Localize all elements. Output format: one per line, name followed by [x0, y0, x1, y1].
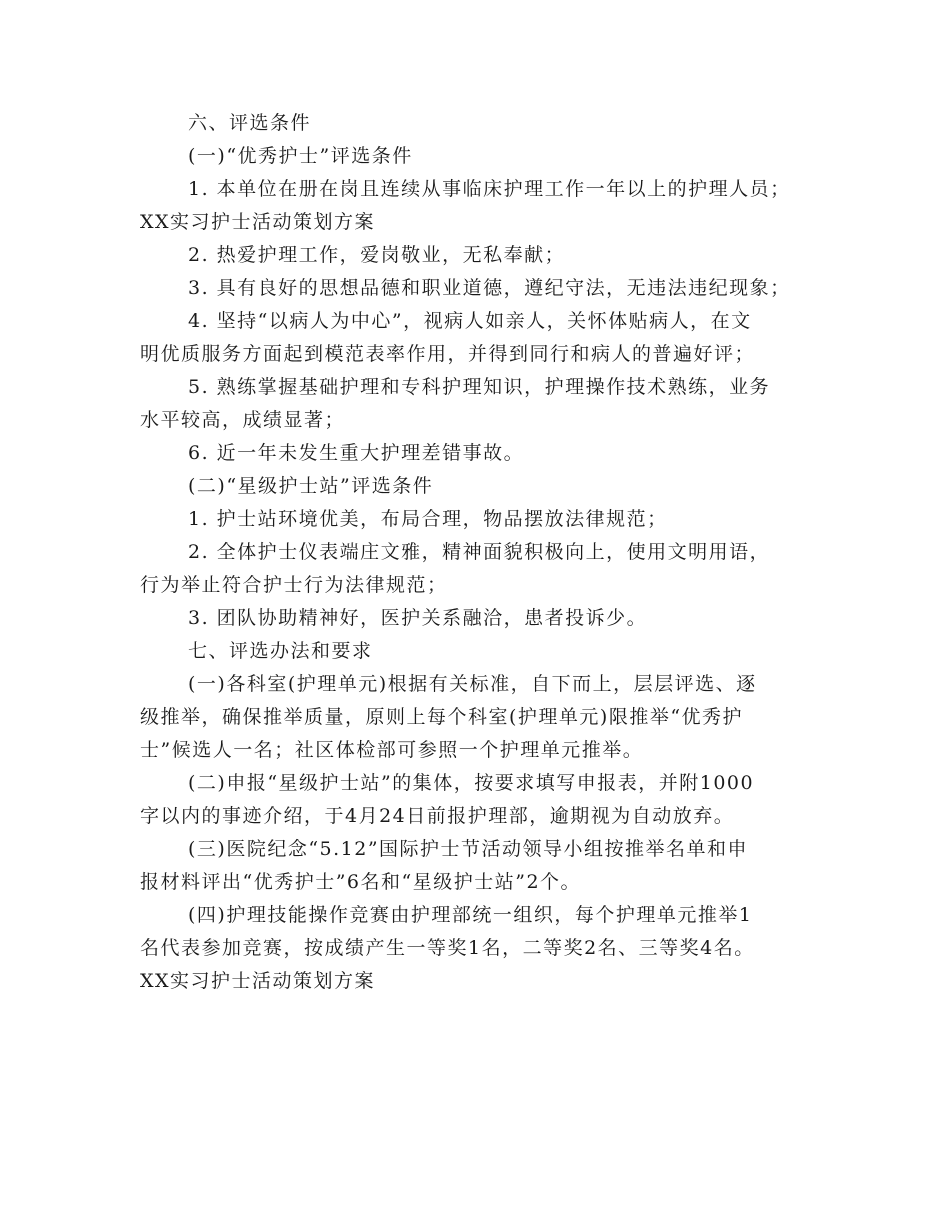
text-line: 名代表参加竞赛，按成绩产生一等奖1名，二等奖2名、三等奖4名。 — [140, 937, 755, 959]
text-line: (二)申报“星级护士站”的集体，按要求填写申报表，并附1000 — [188, 772, 755, 794]
text-line: 级推举，确保推举质量，原则上每个科室(护理单元)限推举“优秀护 — [140, 706, 744, 728]
text-line: 1. 本单位在册在岗且连续从事临床护理工作一年以上的护理人员； — [188, 178, 791, 200]
document-body — [140, 107, 820, 998]
text-line: 6. 近一年未发生重大护理差错事故。 — [188, 442, 525, 464]
text-line: 六、评选条件 — [188, 112, 312, 134]
text-line: (一)各科室(护理单元)根据有关标准，自下而上，层层评选、逐 — [188, 673, 757, 695]
text-line: 5. 熟练掌握基础护理和专科护理知识，护理操作技术熟练，业务 — [188, 376, 771, 398]
text-line: 七、评选办法和要求 — [188, 640, 373, 662]
text-line: 2. 全体护士仪表端庄文雅，精神面貌积极向上，使用文明用语， — [188, 541, 771, 563]
text-line: (四)护理技能操作竞赛由护理部统一组织，每个护理单元推举1 — [188, 904, 753, 926]
text-line: XX实习护士活动策划方案 — [140, 211, 376, 233]
text-line: 明优质服务方面起到模范表率作用，并得到同行和病人的普遍好评； — [140, 343, 756, 365]
text-line: 3. 团队协助精神好，医护关系融洽，患者投诉少。 — [188, 607, 648, 629]
text-line: (二)“星级护士站”评选条件 — [188, 475, 434, 497]
text-line: 士”候选人一名；社区体检部可参照一个护理单元推举。 — [140, 739, 644, 761]
text-line: 3. 具有良好的思想品德和职业道德，遵纪守法，无违法违纪现象； — [188, 277, 791, 299]
text-line: 4. 坚持“以病人为中心”，视病人如亲人，关怀体贴病人，在文 — [188, 310, 752, 332]
text-line: 2. 热爱护理工作，爱岗敬业，无私奉献； — [188, 244, 566, 266]
text-line: 字以内的事迹介绍，于4月24日前报护理部，逾期视为自动放弃。 — [140, 805, 735, 827]
text-line: XX实习护士活动策划方案 — [140, 970, 376, 992]
text-line: 报材料评出“优秀护士”6名和“星级护士站”2个。 — [140, 871, 582, 893]
text-line: 1. 护士站环境优美，布局合理，物品摆放法律规范； — [188, 508, 668, 530]
text-line: (一)“优秀护士”评选条件 — [188, 145, 413, 167]
text-line: (三)医院纪念“5.12”国际护士节活动领导小组按推举名单和申 — [188, 838, 749, 860]
text-line: 水平较高，成绩显著； — [140, 409, 346, 431]
text-line: 行为举止符合护士行为法律规范； — [140, 574, 448, 596]
